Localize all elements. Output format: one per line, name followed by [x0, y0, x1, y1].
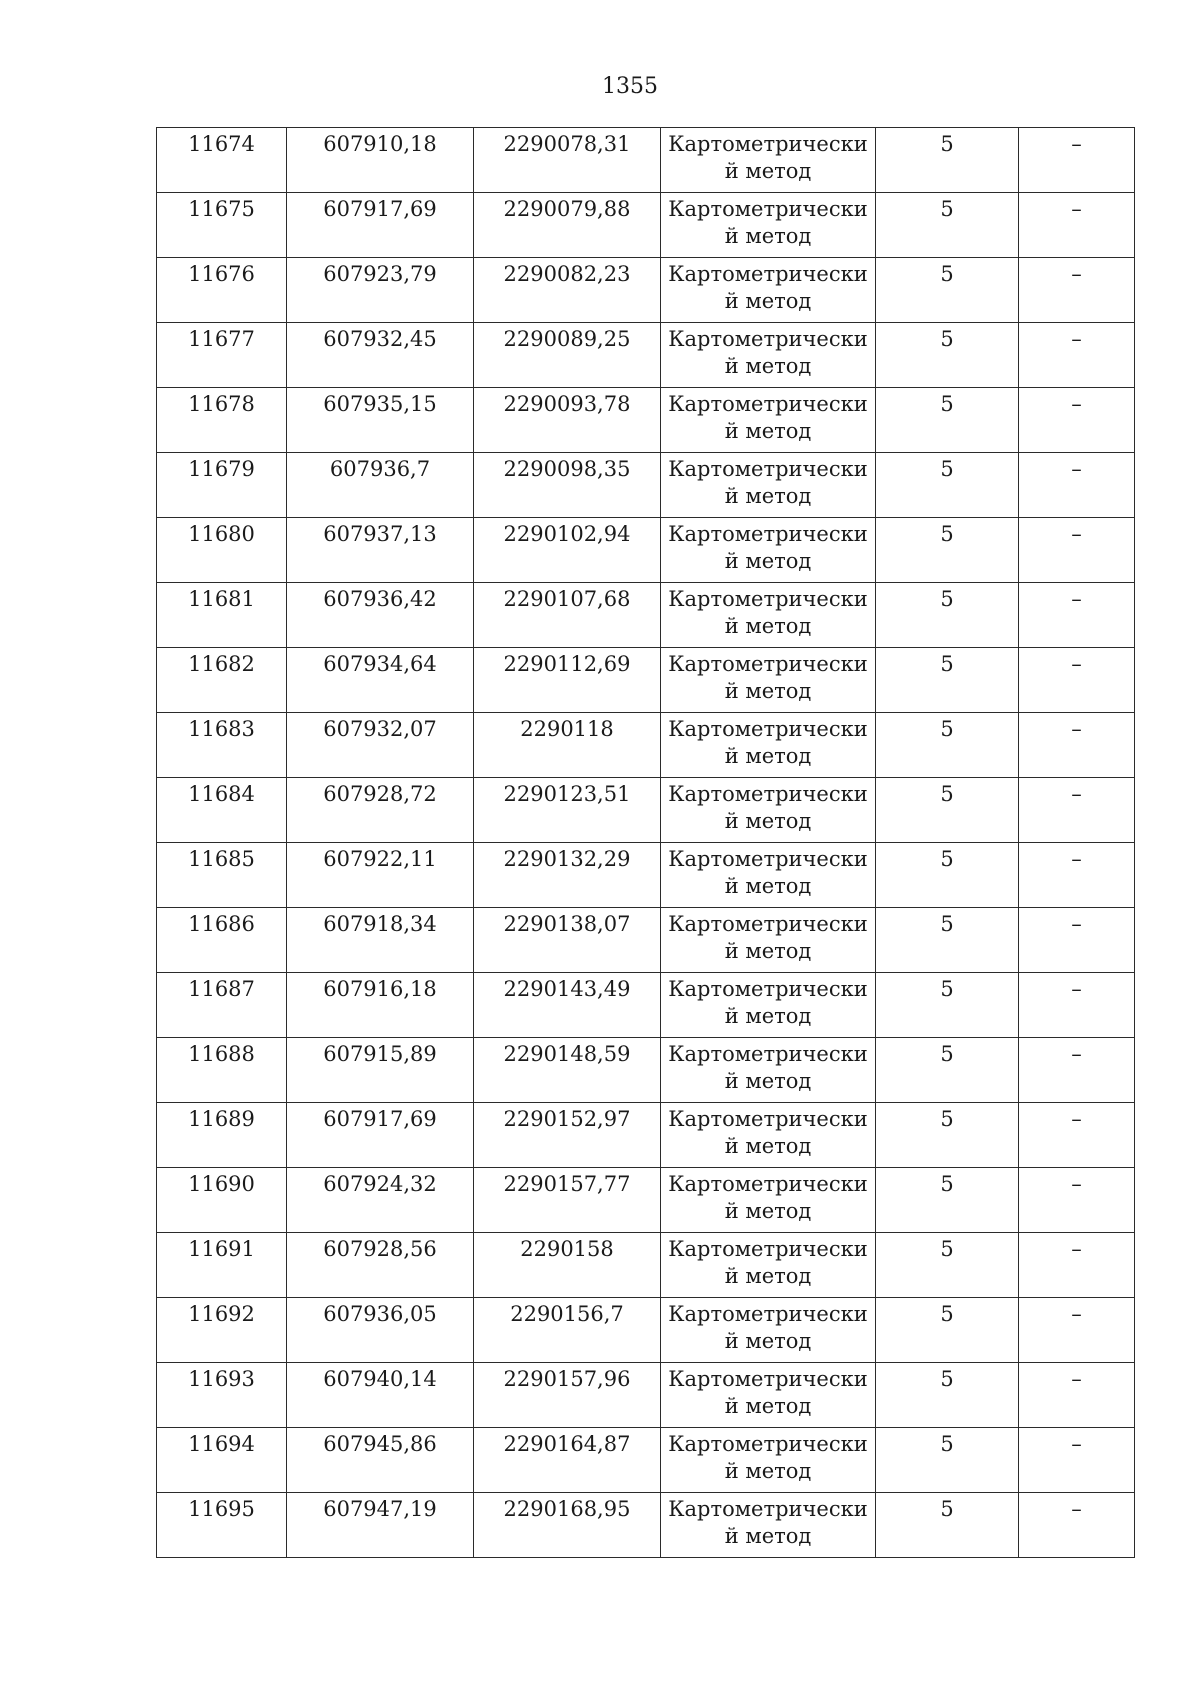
method-cell	[661, 1363, 876, 1428]
x-coordinate-cell: 607917,69	[287, 193, 474, 258]
table-row	[157, 1038, 1135, 1103]
method-cell	[661, 1298, 876, 1363]
method-line-2: й метод	[724, 1134, 812, 1158]
y-coordinate-cell: 2290168,95	[474, 1493, 661, 1558]
x-coordinate-cell: 607922,11	[287, 843, 474, 908]
point-number-cell: 11695	[157, 1493, 287, 1558]
note-cell: –	[1019, 258, 1135, 323]
accuracy-cell: 5	[876, 1493, 1019, 1558]
x-coordinate-cell: 607937,13	[287, 518, 474, 583]
y-coordinate-cell: 2290093,78	[474, 388, 661, 453]
x-coordinate-cell: 607934,64	[287, 648, 474, 713]
method-line-1: Картометрически	[668, 392, 868, 416]
y-coordinate-cell: 2290148,59	[474, 1038, 661, 1103]
y-coordinate-cell: 2290082,23	[474, 258, 661, 323]
note-cell: –	[1019, 1168, 1135, 1233]
x-coordinate-cell: 607945,86	[287, 1428, 474, 1493]
method-line-1: Картометрически	[668, 197, 868, 221]
method-line-1: Картометрически	[668, 262, 868, 286]
note-cell: –	[1019, 973, 1135, 1038]
method-cell	[661, 778, 876, 843]
y-coordinate-cell: 2290102,94	[474, 518, 661, 583]
x-coordinate-cell: 607916,18	[287, 973, 474, 1038]
point-number-cell: 11687	[157, 973, 287, 1038]
method-line-2: й метод	[724, 1004, 812, 1028]
point-number-cell: 11675	[157, 193, 287, 258]
method-cell	[661, 583, 876, 648]
point-number-cell: 11680	[157, 518, 287, 583]
y-coordinate-cell: 2290089,25	[474, 323, 661, 388]
method-line-2: й метод	[724, 809, 812, 833]
method-cell	[661, 453, 876, 518]
method-line-1: Картометрически	[668, 977, 868, 1001]
method-cell	[661, 518, 876, 583]
accuracy-cell: 5	[876, 973, 1019, 1038]
point-number-cell: 11683	[157, 713, 287, 778]
point-number-cell: 11691	[157, 1233, 287, 1298]
x-coordinate-cell: 607918,34	[287, 908, 474, 973]
y-coordinate-cell: 2290143,49	[474, 973, 661, 1038]
page-number: 1355	[602, 74, 658, 99]
method-cell	[661, 1233, 876, 1298]
method-line-1: Картометрически	[668, 717, 868, 741]
method-line-2: й метод	[724, 484, 812, 508]
accuracy-cell: 5	[876, 583, 1019, 648]
note-cell: –	[1019, 778, 1135, 843]
method-line-1: Картометрически	[668, 782, 868, 806]
method-cell	[661, 648, 876, 713]
accuracy-cell: 5	[876, 778, 1019, 843]
y-coordinate-cell: 2290152,97	[474, 1103, 661, 1168]
point-number-cell: 11685	[157, 843, 287, 908]
y-coordinate-cell: 2290158	[474, 1233, 661, 1298]
accuracy-cell: 5	[876, 388, 1019, 453]
point-number-cell: 11678	[157, 388, 287, 453]
method-line-1: Картометрически	[668, 912, 868, 936]
note-cell: –	[1019, 518, 1135, 583]
table-row	[157, 713, 1135, 778]
method-line-1: Картометрически	[668, 847, 868, 871]
method-line-1: Картометрически	[668, 327, 868, 351]
table-row	[157, 388, 1135, 453]
table-body	[157, 128, 1135, 1558]
table-row	[157, 453, 1135, 518]
point-number-cell: 11690	[157, 1168, 287, 1233]
method-line-1: Картометрически	[668, 522, 868, 546]
method-line-1: Картометрически	[668, 1042, 868, 1066]
note-cell: –	[1019, 1233, 1135, 1298]
method-line-2: й метод	[724, 744, 812, 768]
method-line-2: й метод	[724, 1199, 812, 1223]
accuracy-cell: 5	[876, 1103, 1019, 1168]
accuracy-cell: 5	[876, 1233, 1019, 1298]
method-cell	[661, 973, 876, 1038]
table-row	[157, 1363, 1135, 1428]
note-cell: –	[1019, 453, 1135, 518]
table-row	[157, 1298, 1135, 1363]
method-cell	[661, 1493, 876, 1558]
table-row	[157, 518, 1135, 583]
point-number-cell: 11686	[157, 908, 287, 973]
table-row	[157, 583, 1135, 648]
accuracy-cell: 5	[876, 258, 1019, 323]
note-cell: –	[1019, 713, 1135, 778]
accuracy-cell: 5	[876, 713, 1019, 778]
point-number-cell: 11674	[157, 128, 287, 193]
accuracy-cell: 5	[876, 128, 1019, 193]
note-cell: –	[1019, 193, 1135, 258]
x-coordinate-cell: 607932,07	[287, 713, 474, 778]
method-cell	[661, 388, 876, 453]
x-coordinate-cell: 607910,18	[287, 128, 474, 193]
point-number-cell: 11682	[157, 648, 287, 713]
table-row	[157, 973, 1135, 1038]
point-number-cell: 11679	[157, 453, 287, 518]
accuracy-cell: 5	[876, 1428, 1019, 1493]
method-line-2: й метод	[724, 1264, 812, 1288]
y-coordinate-cell: 2290138,07	[474, 908, 661, 973]
y-coordinate-cell: 2290098,35	[474, 453, 661, 518]
method-line-2: й метод	[724, 419, 812, 443]
method-cell	[661, 1038, 876, 1103]
coordinates-table	[156, 127, 1135, 1558]
y-coordinate-cell: 2290164,87	[474, 1428, 661, 1493]
note-cell: –	[1019, 1298, 1135, 1363]
table-row	[157, 648, 1135, 713]
method-cell	[661, 908, 876, 973]
x-coordinate-cell: 607932,45	[287, 323, 474, 388]
note-cell: –	[1019, 843, 1135, 908]
accuracy-cell: 5	[876, 1298, 1019, 1363]
note-cell: –	[1019, 1363, 1135, 1428]
point-number-cell: 11676	[157, 258, 287, 323]
note-cell: –	[1019, 908, 1135, 973]
method-cell	[661, 193, 876, 258]
x-coordinate-cell: 607928,56	[287, 1233, 474, 1298]
point-number-cell: 11684	[157, 778, 287, 843]
method-cell	[661, 843, 876, 908]
note-cell: –	[1019, 1038, 1135, 1103]
method-cell	[661, 258, 876, 323]
method-cell	[661, 323, 876, 388]
x-coordinate-cell: 607935,15	[287, 388, 474, 453]
accuracy-cell: 5	[876, 1038, 1019, 1103]
point-number-cell: 11693	[157, 1363, 287, 1428]
note-cell: –	[1019, 1428, 1135, 1493]
accuracy-cell: 5	[876, 323, 1019, 388]
method-line-2: й метод	[724, 1524, 812, 1548]
accuracy-cell: 5	[876, 908, 1019, 973]
method-line-1: Картометрически	[668, 1367, 868, 1391]
method-line-1: Картометрически	[668, 1432, 868, 1456]
point-number-cell: 11688	[157, 1038, 287, 1103]
method-line-1: Картометрически	[668, 1237, 868, 1261]
x-coordinate-cell: 607936,7	[287, 453, 474, 518]
method-line-1: Картометрически	[668, 457, 868, 481]
note-cell: –	[1019, 1493, 1135, 1558]
table-row	[157, 908, 1135, 973]
method-line-2: й метод	[724, 939, 812, 963]
y-coordinate-cell: 2290157,96	[474, 1363, 661, 1428]
method-cell	[661, 128, 876, 193]
point-number-cell: 11692	[157, 1298, 287, 1363]
table-row	[157, 1428, 1135, 1493]
method-cell	[661, 1103, 876, 1168]
y-coordinate-cell: 2290107,68	[474, 583, 661, 648]
point-number-cell: 11689	[157, 1103, 287, 1168]
method-line-2: й метод	[724, 289, 812, 313]
accuracy-cell: 5	[876, 518, 1019, 583]
note-cell: –	[1019, 388, 1135, 453]
method-line-2: й метод	[724, 159, 812, 183]
x-coordinate-cell: 607947,19	[287, 1493, 474, 1558]
note-cell: –	[1019, 1103, 1135, 1168]
y-coordinate-cell: 2290078,31	[474, 128, 661, 193]
method-line-2: й метод	[724, 224, 812, 248]
x-coordinate-cell: 607936,05	[287, 1298, 474, 1363]
y-coordinate-cell: 2290132,29	[474, 843, 661, 908]
y-coordinate-cell: 2290157,77	[474, 1168, 661, 1233]
table-row	[157, 128, 1135, 193]
table-row	[157, 323, 1135, 388]
x-coordinate-cell: 607917,69	[287, 1103, 474, 1168]
table-row	[157, 193, 1135, 258]
method-line-2: й метод	[724, 1329, 812, 1353]
note-cell: –	[1019, 648, 1135, 713]
method-line-2: й метод	[724, 1459, 812, 1483]
y-coordinate-cell: 2290123,51	[474, 778, 661, 843]
method-cell	[661, 1428, 876, 1493]
accuracy-cell: 5	[876, 843, 1019, 908]
method-cell	[661, 713, 876, 778]
point-number-cell: 11681	[157, 583, 287, 648]
table-row	[157, 258, 1135, 323]
method-line-2: й метод	[724, 354, 812, 378]
point-number-cell: 11677	[157, 323, 287, 388]
table-row	[157, 1168, 1135, 1233]
x-coordinate-cell: 607923,79	[287, 258, 474, 323]
table-row	[157, 843, 1135, 908]
x-coordinate-cell: 607924,32	[287, 1168, 474, 1233]
method-line-1: Картометрически	[668, 652, 868, 676]
accuracy-cell: 5	[876, 453, 1019, 518]
y-coordinate-cell: 2290079,88	[474, 193, 661, 258]
note-cell: –	[1019, 128, 1135, 193]
method-line-1: Картометрически	[668, 1497, 868, 1521]
method-line-2: й метод	[724, 874, 812, 898]
method-line-1: Картометрически	[668, 587, 868, 611]
method-line-1: Картометрически	[668, 1107, 868, 1131]
method-line-2: й метод	[724, 1069, 812, 1093]
method-line-1: Картометрически	[668, 132, 868, 156]
x-coordinate-cell: 607940,14	[287, 1363, 474, 1428]
accuracy-cell: 5	[876, 1168, 1019, 1233]
accuracy-cell: 5	[876, 1363, 1019, 1428]
method-line-1: Картометрически	[668, 1172, 868, 1196]
method-line-2: й метод	[724, 1394, 812, 1418]
y-coordinate-cell: 2290112,69	[474, 648, 661, 713]
table-row	[157, 1103, 1135, 1168]
y-coordinate-cell: 2290156,7	[474, 1298, 661, 1363]
point-number-cell: 11694	[157, 1428, 287, 1493]
note-cell: –	[1019, 583, 1135, 648]
x-coordinate-cell: 607936,42	[287, 583, 474, 648]
table-row	[157, 778, 1135, 843]
table-row	[157, 1493, 1135, 1558]
method-line-1: Картометрически	[668, 1302, 868, 1326]
method-cell	[661, 1168, 876, 1233]
x-coordinate-cell: 607928,72	[287, 778, 474, 843]
method-line-2: й метод	[724, 549, 812, 573]
table-row	[157, 1233, 1135, 1298]
accuracy-cell: 5	[876, 193, 1019, 258]
accuracy-cell: 5	[876, 648, 1019, 713]
method-line-2: й метод	[724, 679, 812, 703]
x-coordinate-cell: 607915,89	[287, 1038, 474, 1103]
method-line-2: й метод	[724, 614, 812, 638]
note-cell: –	[1019, 323, 1135, 388]
y-coordinate-cell: 2290118	[474, 713, 661, 778]
